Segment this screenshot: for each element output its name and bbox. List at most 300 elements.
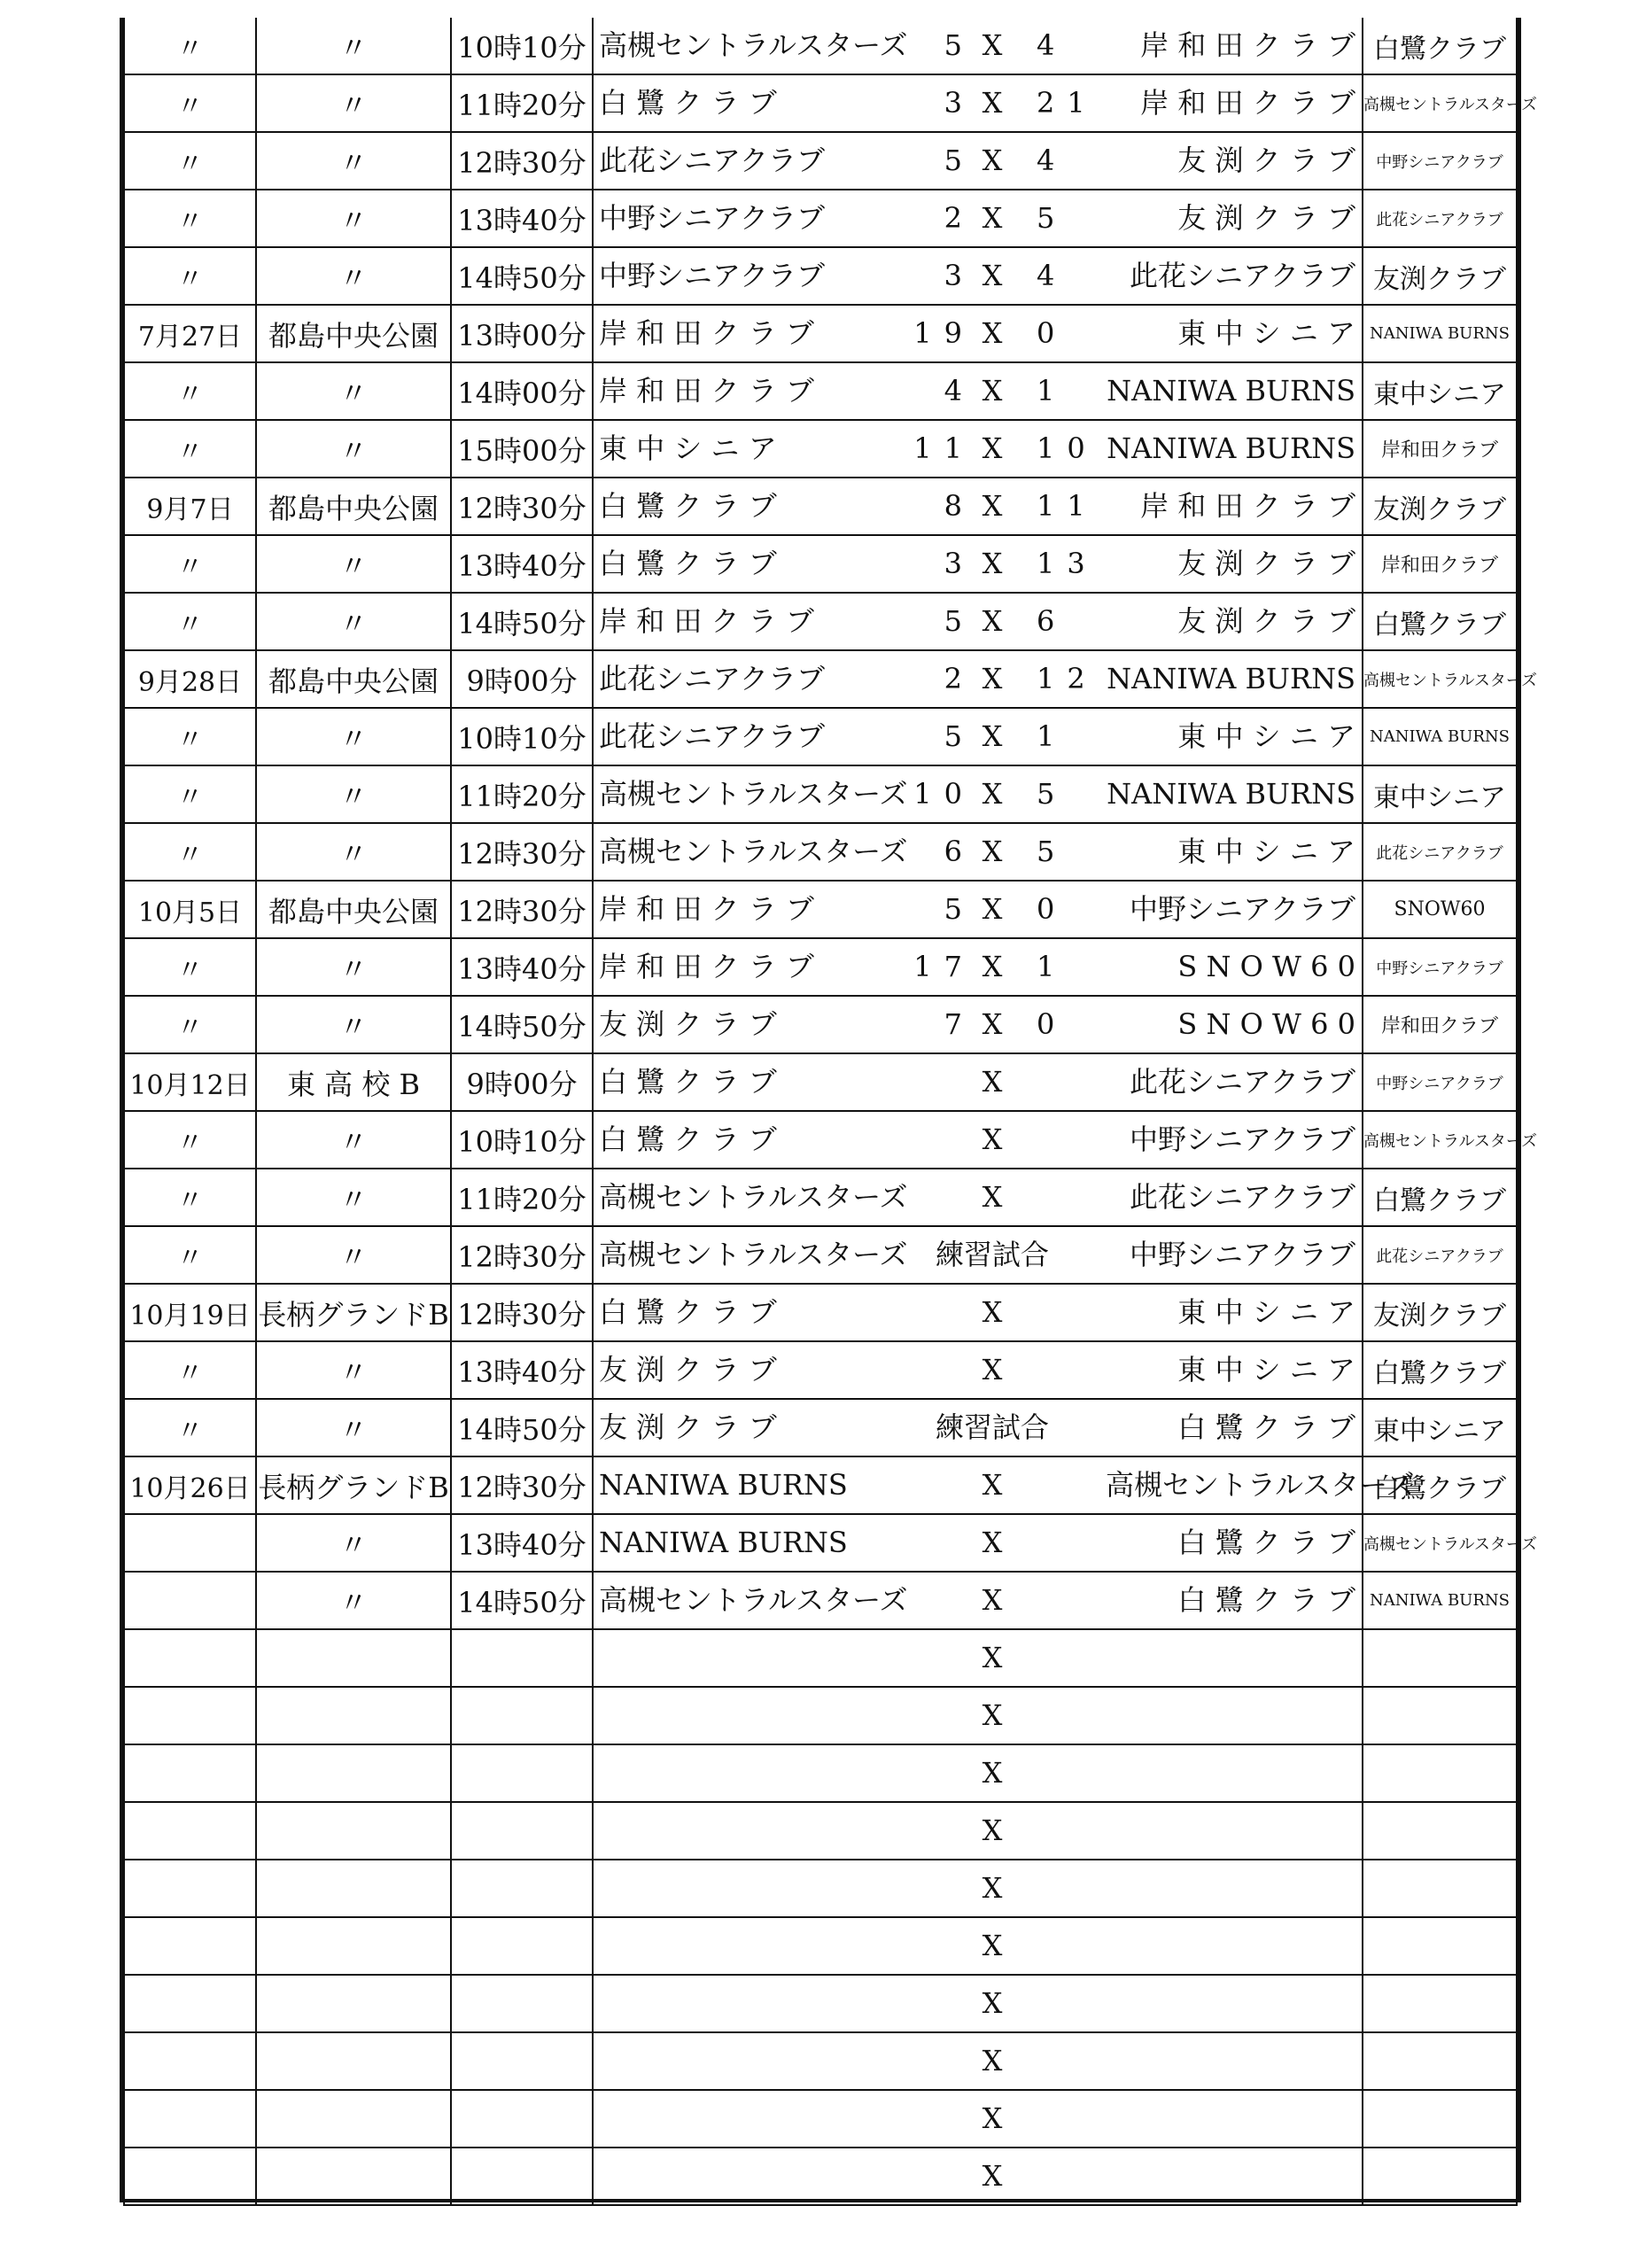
home-team: 白 鷺 ク ラ ブ <box>599 1122 777 1156</box>
versus-mark: X <box>982 1756 1003 1790</box>
umpire-team <box>1363 1744 1517 1802</box>
away-score: 1 <box>1037 950 1068 983</box>
versus-mark: X <box>982 1583 1003 1617</box>
umpire-team: 友渕クラブ <box>1363 478 1517 535</box>
versus-mark: X <box>982 201 1003 235</box>
match-time <box>451 2090 593 2148</box>
schedule-row <box>124 1053 1517 1111</box>
home-team: 此花シニアクラブ <box>599 662 826 695</box>
home-team: 高槻セントラルスターズ <box>599 1583 908 1617</box>
umpire-team: 高槻セントラルスターズ <box>1363 74 1517 132</box>
match-date: 〃 <box>124 74 256 132</box>
matchup-cell <box>593 650 1363 708</box>
match-venue: 〃 <box>256 1341 451 1399</box>
away-team: S N O W 6 0 <box>1177 950 1355 983</box>
match-venue <box>256 1629 451 1687</box>
versus-mark: X <box>982 1986 1003 2020</box>
umpire-team: 此花シニアクラブ <box>1363 190 1517 247</box>
away-team: 白 鷺 ク ラ ブ <box>1177 1410 1355 1444</box>
away-score: 21 <box>1037 86 1098 120</box>
schedule-row <box>124 478 1517 535</box>
match-date: 〃 <box>124 1226 256 1284</box>
match-date: 〃 <box>124 132 256 190</box>
match-venue: 〃 <box>256 938 451 996</box>
match-date: 7月27日 <box>124 305 256 362</box>
away-score: 4 <box>1037 259 1068 292</box>
umpire-team <box>1363 1687 1517 1744</box>
umpire-team: 中野シニアクラブ <box>1363 1053 1517 1111</box>
matchup-cell <box>593 362 1363 420</box>
home-score: 3 <box>944 86 975 120</box>
matchup-cell <box>593 18 1363 74</box>
home-score: 4 <box>944 374 975 408</box>
umpire-team: 此花シニアクラブ <box>1363 823 1517 881</box>
home-score: 7 <box>944 1007 975 1041</box>
match-time: 10時10分 <box>451 1111 593 1169</box>
away-team: 中野シニアクラブ <box>1129 892 1355 926</box>
matchup-cell <box>593 1687 1363 1744</box>
home-team: NANIWA BURNS <box>599 1526 848 1559</box>
schedule-row <box>124 996 1517 1053</box>
umpire-team <box>1363 1629 1517 1687</box>
match-date: 〃 <box>124 535 256 593</box>
match-date <box>124 1514 256 1572</box>
away-team: NANIWA BURNS <box>1107 431 1355 465</box>
match-date <box>124 1860 256 1917</box>
umpire-team: 白鷺クラブ <box>1363 18 1517 74</box>
umpire-team <box>1363 1975 1517 2032</box>
schedule-row <box>124 1111 1517 1169</box>
away-team: 白 鷺 ク ラ ブ <box>1177 1583 1355 1617</box>
schedule-row <box>124 420 1517 478</box>
away-team: 中野シニアクラブ <box>1129 1122 1355 1156</box>
match-venue: 〃 <box>256 420 451 478</box>
umpire-team: SNOW60 <box>1363 881 1517 938</box>
home-team: 岸 和 田 ク ラ ブ <box>599 604 814 638</box>
home-score: 2 <box>944 662 975 695</box>
matchup-cell <box>593 132 1363 190</box>
home-score: 5 <box>944 892 975 926</box>
match-date: 〃 <box>124 362 256 420</box>
matchup-cell <box>593 478 1363 535</box>
match-date: 〃 <box>124 593 256 650</box>
match-date: 〃 <box>124 823 256 881</box>
versus-mark: X <box>982 1929 1003 1962</box>
schedule-sheet <box>120 18 1538 2202</box>
match-venue: 〃 <box>256 190 451 247</box>
versus-mark: X <box>982 892 1003 926</box>
match-date <box>124 1975 256 2032</box>
match-venue: 〃 <box>256 593 451 650</box>
away-team: 白 鷺 ク ラ ブ <box>1177 1526 1355 1559</box>
match-time: 12時30分 <box>451 823 593 881</box>
match-time: 12時30分 <box>451 1456 593 1514</box>
schedule-rows <box>124 18 1538 2205</box>
matchup-cell <box>593 1399 1363 1456</box>
match-date: 10月26日 <box>124 1456 256 1514</box>
versus-mark: X <box>982 2159 1003 2193</box>
home-score: 2 <box>944 201 975 235</box>
away-team: 中野シニアクラブ <box>1129 1238 1355 1271</box>
match-time: 12時30分 <box>451 881 593 938</box>
versus-mark: X <box>982 1468 1003 1502</box>
match-time: 10時10分 <box>451 708 593 765</box>
match-date: 〃 <box>124 996 256 1053</box>
match-time <box>451 1629 593 1687</box>
schedule-row <box>124 247 1517 305</box>
umpire-team <box>1363 1860 1517 1917</box>
match-venue: 都島中央公園 <box>256 650 451 708</box>
matchup-cell <box>593 1860 1363 1917</box>
versus-mark: X <box>982 2101 1003 2135</box>
home-team: 此花シニアクラブ <box>599 719 826 753</box>
match-venue: 都島中央公園 <box>256 881 451 938</box>
match-time: 9時00分 <box>451 650 593 708</box>
schedule-row <box>124 823 1517 881</box>
umpire-team: 中野シニアクラブ <box>1363 132 1517 190</box>
match-venue: 〃 <box>256 1169 451 1226</box>
schedule-row <box>124 1744 1517 1802</box>
umpire-team: NANIWA BURNS <box>1363 708 1517 765</box>
away-score: 12 <box>1037 662 1098 695</box>
home-team: 高槻セントラルスターズ <box>599 28 908 62</box>
home-score: 5 <box>944 604 975 638</box>
umpire-team: 東中シニア <box>1363 362 1517 420</box>
match-time: 13時40分 <box>451 190 593 247</box>
versus-mark: X <box>982 719 1003 753</box>
versus-mark: X <box>982 28 1003 62</box>
matchup-cell <box>593 1456 1415 1514</box>
versus-mark: X <box>982 1180 1003 1214</box>
umpire-team: 中野シニアクラブ <box>1363 938 1517 996</box>
umpire-team: 岸和田クラブ <box>1363 996 1517 1053</box>
away-score: 5 <box>1037 777 1068 811</box>
match-venue: 〃 <box>256 996 451 1053</box>
versus-mark: X <box>982 1641 1003 1674</box>
away-team: 岸 和 田 ク ラ ブ <box>1140 489 1355 523</box>
match-time: 12時30分 <box>451 478 593 535</box>
matchup-cell <box>593 938 1363 996</box>
match-date: 〃 <box>124 938 256 996</box>
schedule-row <box>124 362 1517 420</box>
match-date: 〃 <box>124 247 256 305</box>
umpire-team <box>1363 1917 1517 1975</box>
away-team: 友 渕 ク ラ ブ <box>1177 201 1355 235</box>
match-venue: 東 高 校 B <box>256 1053 451 1111</box>
versus-mark: X <box>982 950 1003 983</box>
matchup-cell <box>593 1111 1363 1169</box>
schedule-row <box>124 2090 1517 2148</box>
versus-mark: X <box>982 1007 1003 1041</box>
away-team: 東 中 シ ニ ア <box>1177 835 1355 868</box>
matchup-cell <box>593 2148 1363 2205</box>
match-note: 練習試合 <box>935 1410 1049 1444</box>
away-team: 此花シニアクラブ <box>1129 259 1355 292</box>
match-time <box>451 1802 593 1860</box>
away-team: 東 中 シ ニ ア <box>1177 1295 1355 1329</box>
match-schedule-table <box>123 18 1538 2206</box>
schedule-row <box>124 18 1517 74</box>
matchup-cell <box>593 247 1363 305</box>
matchup-cell <box>593 74 1363 132</box>
schedule-row <box>124 708 1517 765</box>
match-time: 14時00分 <box>451 362 593 420</box>
match-date <box>124 2090 256 2148</box>
schedule-row <box>124 765 1517 823</box>
match-venue <box>256 1802 451 1860</box>
matchup-cell <box>593 1341 1363 1399</box>
umpire-team: 高槻セントラルスターズ <box>1363 1111 1517 1169</box>
match-time: 13時40分 <box>451 1514 593 1572</box>
match-date <box>124 1802 256 1860</box>
matchup-cell <box>593 2032 1363 2090</box>
versus-mark: X <box>982 1526 1003 1559</box>
schedule-row <box>124 305 1517 362</box>
versus-mark: X <box>982 1122 1003 1156</box>
home-team: 岸 和 田 ク ラ ブ <box>599 892 814 926</box>
match-venue <box>256 2090 451 2148</box>
match-venue <box>256 1860 451 1917</box>
match-venue: 〃 <box>256 1572 451 1629</box>
umpire-team <box>1363 2148 1517 2205</box>
match-time: 11時20分 <box>451 765 593 823</box>
home-team: 友 渕 ク ラ ブ <box>599 1353 777 1386</box>
home-team: 白 鷺 ク ラ ブ <box>599 547 777 580</box>
schedule-row <box>124 190 1517 247</box>
home-team: 白 鷺 ク ラ ブ <box>599 1065 777 1099</box>
schedule-row <box>124 1917 1517 1975</box>
away-score: 1 <box>1037 374 1068 408</box>
away-team: NANIWA BURNS <box>1107 374 1355 408</box>
match-date: 〃 <box>124 190 256 247</box>
matchup-cell <box>593 1744 1363 1802</box>
away-team: 此花シニアクラブ <box>1129 1180 1355 1214</box>
home-team: 中野シニアクラブ <box>599 201 826 235</box>
matchup-cell <box>593 593 1363 650</box>
matchup-cell <box>593 1802 1363 1860</box>
away-score: 1 <box>1037 719 1068 753</box>
away-score: 5 <box>1037 835 1068 868</box>
matchup-cell <box>593 1284 1363 1341</box>
match-venue: 〃 <box>256 1111 451 1169</box>
match-time: 14時50分 <box>451 996 593 1053</box>
match-time: 10時10分 <box>451 18 593 74</box>
match-time: 14時50分 <box>451 593 593 650</box>
match-venue: 〃 <box>256 535 451 593</box>
matchup-cell <box>593 823 1363 881</box>
schedule-row <box>124 938 1517 996</box>
match-time: 14時50分 <box>451 1399 593 1456</box>
match-venue <box>256 2148 451 2205</box>
matchup-cell <box>593 1572 1363 1629</box>
schedule-row <box>124 1341 1517 1399</box>
versus-mark: X <box>982 547 1003 580</box>
away-score: 4 <box>1037 28 1068 62</box>
versus-mark: X <box>982 1814 1003 1847</box>
matchup-cell <box>593 1226 1363 1284</box>
match-venue: 〃 <box>256 18 451 74</box>
match-venue: 長柄グランドB <box>256 1284 451 1341</box>
home-team: 此花シニアクラブ <box>599 144 826 177</box>
umpire-team <box>1363 2032 1517 2090</box>
home-team: 高槻セントラルスターズ <box>599 777 908 811</box>
match-venue: 〃 <box>256 362 451 420</box>
versus-mark: X <box>982 604 1003 638</box>
away-score: 0 <box>1037 892 1068 926</box>
away-score: 10 <box>1037 431 1098 465</box>
matchup-cell <box>593 708 1363 765</box>
away-team: NANIWA BURNS <box>1107 777 1355 811</box>
versus-mark: X <box>982 2044 1003 2078</box>
home-score: 5 <box>944 144 975 177</box>
match-time: 9時00分 <box>451 1053 593 1111</box>
match-time <box>451 1917 593 1975</box>
versus-mark: X <box>982 1065 1003 1099</box>
home-score: 11 <box>913 431 975 465</box>
away-score: 11 <box>1037 489 1098 523</box>
schedule-row <box>124 1169 1517 1226</box>
home-score: 17 <box>913 950 975 983</box>
versus-mark: X <box>982 489 1003 523</box>
versus-mark: X <box>982 1871 1003 1905</box>
umpire-team: NANIWA BURNS <box>1363 1572 1517 1629</box>
match-time <box>451 1687 593 1744</box>
match-date <box>124 1572 256 1629</box>
match-time: 14時50分 <box>451 1572 593 1629</box>
match-venue: 〃 <box>256 765 451 823</box>
home-score: 3 <box>944 547 975 580</box>
away-score: 5 <box>1037 201 1068 235</box>
match-time: 13時40分 <box>451 535 593 593</box>
schedule-row <box>124 1572 1517 1629</box>
umpire-team <box>1363 1802 1517 1860</box>
schedule-row <box>124 2148 1517 2205</box>
schedule-row <box>124 1284 1517 1341</box>
matchup-cell <box>593 765 1363 823</box>
match-date: 〃 <box>124 708 256 765</box>
match-date <box>124 1917 256 1975</box>
matchup-cell <box>593 1514 1363 1572</box>
umpire-team: 友渕クラブ <box>1363 247 1517 305</box>
match-venue: 〃 <box>256 1226 451 1284</box>
away-team: 友 渕 ク ラ ブ <box>1177 144 1355 177</box>
versus-mark: X <box>982 1295 1003 1329</box>
matchup-cell <box>593 1975 1363 2032</box>
umpire-team <box>1363 2090 1517 2148</box>
match-date: 10月19日 <box>124 1284 256 1341</box>
match-time: 12時30分 <box>451 132 593 190</box>
home-team: 岸 和 田 ク ラ ブ <box>599 374 814 408</box>
match-venue <box>256 1687 451 1744</box>
umpire-team: 岸和田クラブ <box>1363 535 1517 593</box>
match-venue <box>256 1917 451 1975</box>
match-time: 12時30分 <box>451 1284 593 1341</box>
away-score: 6 <box>1037 604 1068 638</box>
match-date: 〃 <box>124 1111 256 1169</box>
umpire-team: 高槻セントラルスターズ <box>1363 1514 1517 1572</box>
schedule-row <box>124 1687 1517 1744</box>
schedule-row <box>124 1802 1517 1860</box>
matchup-cell <box>593 996 1363 1053</box>
away-score: 4 <box>1037 144 1068 177</box>
schedule-row <box>124 1975 1517 2032</box>
matchup-cell <box>593 305 1363 362</box>
match-time: 13時40分 <box>451 938 593 996</box>
match-note: 練習試合 <box>935 1238 1049 1271</box>
home-team: 白 鷺 ク ラ ブ <box>599 86 777 120</box>
umpire-team: 此花シニアクラブ <box>1363 1226 1517 1284</box>
home-score: 8 <box>944 489 975 523</box>
home-score: 3 <box>944 259 975 292</box>
umpire-team: 東中シニア <box>1363 765 1517 823</box>
away-team: 岸 和 田 ク ラ ブ <box>1140 86 1355 120</box>
away-team: 岸 和 田 ク ラ ブ <box>1140 28 1355 62</box>
schedule-row <box>124 1226 1517 1284</box>
match-venue <box>256 1975 451 2032</box>
home-team: NANIWA BURNS <box>599 1468 848 1502</box>
schedule-row <box>124 132 1517 190</box>
schedule-row <box>124 650 1517 708</box>
match-time: 12時30分 <box>451 1226 593 1284</box>
away-score: 0 <box>1037 316 1068 350</box>
versus-mark: X <box>982 431 1003 465</box>
match-date <box>124 1744 256 1802</box>
match-venue <box>256 1744 451 1802</box>
schedule-row <box>124 881 1517 938</box>
schedule-row <box>124 1629 1517 1687</box>
umpire-team: 白鷺クラブ <box>1363 593 1517 650</box>
away-team: S N O W 6 0 <box>1177 1007 1355 1041</box>
versus-mark: X <box>982 259 1003 292</box>
match-venue: 〃 <box>256 132 451 190</box>
match-time: 11時20分 <box>451 1169 593 1226</box>
matchup-cell <box>593 1053 1363 1111</box>
match-time: 11時20分 <box>451 74 593 132</box>
home-score: 5 <box>944 719 975 753</box>
match-venue: 〃 <box>256 1399 451 1456</box>
home-score: 10 <box>913 777 975 811</box>
home-score: 5 <box>944 28 975 62</box>
away-team: 此花シニアクラブ <box>1129 1065 1355 1099</box>
schedule-row <box>124 535 1517 593</box>
versus-mark: X <box>982 777 1003 811</box>
match-time <box>451 1860 593 1917</box>
match-date: 10月12日 <box>124 1053 256 1111</box>
home-team: 岸 和 田 ク ラ ブ <box>599 316 814 350</box>
away-team: 東 中 シ ニ ア <box>1177 719 1355 753</box>
away-team: 高槻セントラルスターズ <box>1106 1468 1415 1502</box>
away-team: 友 渕 ク ラ ブ <box>1177 604 1355 638</box>
away-team: NANIWA BURNS <box>1107 662 1355 695</box>
home-score: 19 <box>913 316 975 350</box>
match-date: 〃 <box>124 420 256 478</box>
match-date <box>124 2032 256 2090</box>
match-venue: 〃 <box>256 74 451 132</box>
schedule-row <box>124 2032 1517 2090</box>
matchup-cell <box>593 2090 1363 2148</box>
schedule-row <box>124 1399 1517 1456</box>
schedule-row <box>124 593 1517 650</box>
match-date: 9月7日 <box>124 478 256 535</box>
match-date <box>124 2148 256 2205</box>
home-team: 岸 和 田 ク ラ ブ <box>599 950 814 983</box>
match-date: 〃 <box>124 765 256 823</box>
versus-mark: X <box>982 835 1003 868</box>
home-team: 高槻セントラルスターズ <box>599 835 908 868</box>
home-team: 中野シニアクラブ <box>599 259 826 292</box>
versus-mark: X <box>982 1698 1003 1732</box>
matchup-cell <box>593 190 1363 247</box>
